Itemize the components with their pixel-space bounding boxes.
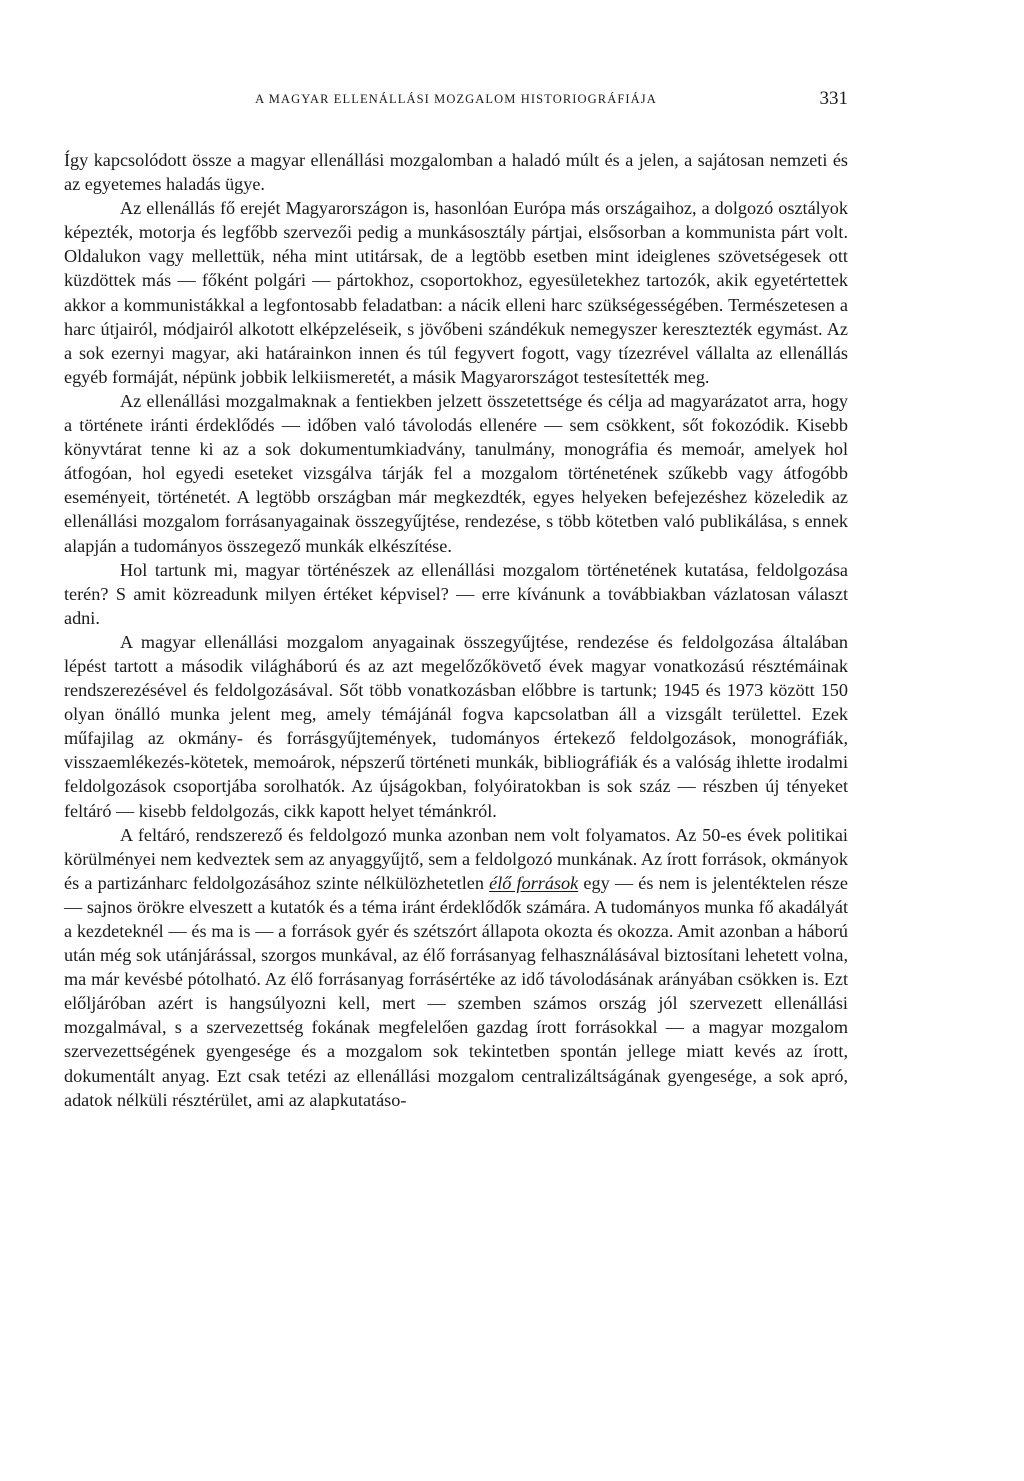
running-header	[64, 88, 848, 118]
book-page	[64, 88, 848, 1112]
paragraph-text: A feltáró, rendszerező és feldolgozó munka azonban nem volt folyamatos. Az 50-es évek politikai körülményei nem kedveztek sem az anyaggyűjtő, sem a feldolgozó munkának. Az írott források, okmányok és a partizánharc feldolgozásához szinte nélkülözhetetlen	[64, 824, 848, 893]
running-title: A MAGYAR ELLENÁLLÁSI MOZGALOM HISTORIOGRÁFIÁJA	[255, 92, 657, 106]
paragraph-text: egy — és nem is jelentéktelen része — sajnos örökre elveszett a kutatók és a téma iránt érdeklődők számára. A tudományos munka fő akadályát a kezdeteknél — és ma is — a források gyér és szétszórt állapota okozta és okozza. Amit azonban a háború után még sok utánjárással, szorgos munkával, az élő forrásanyag felhasználásával biztosítani lehetett volna, ma már kevésbé pótolható. Az élő forrásanyag forrásértéke az idő távolodásának arányában csökken is. Ezt előljáróban azért is hangsúlyozni kell, mert — szemben számos ország jól szervezett ellenállási mozgalmával, s a szervezettség fokának megfelelően gazdag írott forrásokkal — a magyar mozgalom szervezettségének gyengesége és a mozgalom sok tekintetben spontán jellege miatt kevés az írott, dokumentált anyag. Ezt csak tetézi az ellenállási mozgalom centralizáltságának gyengesége, a sok apró, adatok nélküli résztérület, ami az alapkutatáso-	[64, 872, 848, 1110]
paragraph: Hol tartunk mi, magyar történészek az ellenállási mozgalom történetének kutatása, feldolgozása terén? S amit közreadunk milyen értéket képvisel? — erre kívánunk a továbbiakban vázlatosan választ adni.	[64, 559, 848, 628]
paragraph: Így kapcsolódott össze a magyar ellenállási mozgalomban a haladó múlt és a jelen, a sajátosan nemzeti és az egyetemes haladás ügye.	[64, 150, 848, 195]
body-text	[64, 148, 848, 1112]
paragraph: Az ellenállási mozgalmaknak a fentiekben jelzett összetettsége és célja ad magyarázatot arra, hogy a története iránti érdeklődés — időben való távolodás ellenére — sem csökkent, sőt fokozódik. Kisebb könyvtárat tenne ki az a sok dokumentumkiadvány, tanulmány, monográfia és memoár, amelyek hol átfogóan, hol egyedi eseteket vizsgálva tárják fel a mozgalom történetének szűkebb vagy átfogóbb eseményeit, történetét. A legtöbb országban már megkezdték, egyes helyeken befejezéshez közeledik az ellenállási mozgalom forrásanyagainak összegyűjtése, rendezése, s több kötetben való publikálása, s ennek alapján a tudományos összegező munkák elkészítése.	[64, 390, 848, 556]
paragraph: Az ellenállás fő erejét Magyarországon is, hasonlóan Európa más országaihoz, a dolgozó osztályok képezték, motorja és legfőbb szervezői pedig a munkásosztály pártjai, elsősorban a kommunista párt volt. Oldalukon vagy mellettük, néha mint utitársak, de a legtöbb esetben mint ideiglenes szövetségesek ott küzdöttek más — főként polgári — pártokhoz, csoportokhoz, egyesületekhez tartozók, akik egyetértettek akkor a kommunistákkal a legfontosabb feladatban: a nácik elleni harc szükségességében. Természetesen a harc útjairól, módjairól alkotott elképzeléseik, s jövőbeni szándékuk nemegyszer keresztezték egymást. Az a sok ezernyi magyar, aki határainkon innen és túl fegyvert fogott, vagy tízezrével vállalta az ellenállás egyéb formáját, népünk jobbik lelkiismeretét, a másik Magyarországot testesítették meg.	[64, 198, 848, 387]
paragraph: A magyar ellenállási mozgalom anyagainak összegyűjtése, rendezése és feldolgozása általában lépést tartott a második világháború és az azt megelőzőkövető évek magyar vonatkozású résztémáinak rendszerezésével és feldolgozásával. Sőt több vonatkozásban előbbre is tartunk; 1945 és 1973 között 150 olyan önálló munka jelent meg, amely témájánál fogva kapcsolatban áll a vizsgált területtel. Ezek műfajilag az okmány- és forrásgyűjtemények, tudományos értekező feldolgozások, monográfiák, visszaemlékezés-kötetek, memoárok, népszerű történeti munkák, bibliográfiák és a valóság ihlette irodalmi feldolgozások csoportjába sorolhatók. Az újságokban, folyóiratokban is sok száz — részben új tényeket feltáró — kisebb feldolgozás, cikk kapott helyet témánkról.	[64, 631, 848, 821]
emphasized-phrase: élő források	[489, 872, 579, 893]
page-number: 331	[819, 88, 848, 109]
paragraph	[64, 823, 848, 1112]
